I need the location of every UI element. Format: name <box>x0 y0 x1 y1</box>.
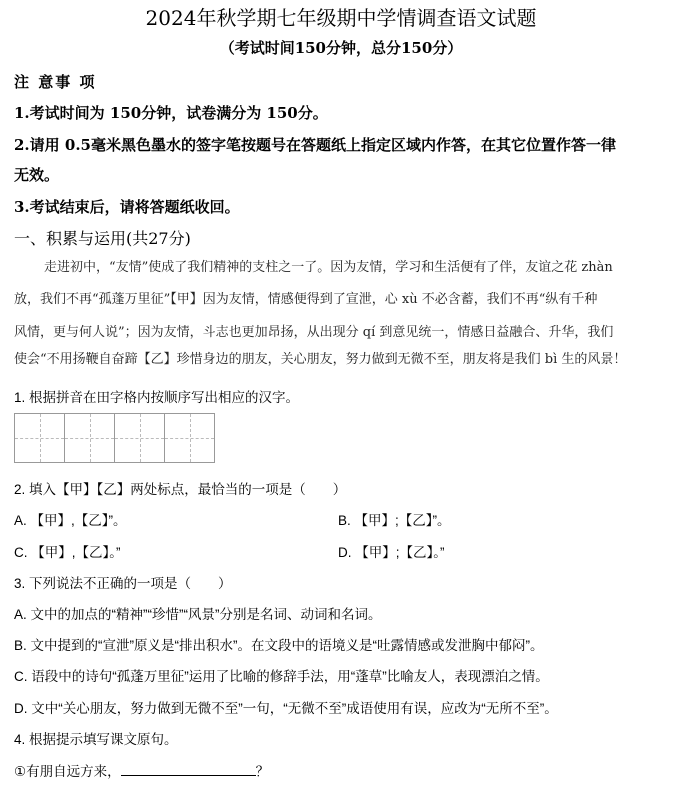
notice-item: 1.考试时间为 150分钟，试卷满分为 150分。 <box>14 104 328 122</box>
q4-item-1 <box>14 760 269 780</box>
q2-option-c[interactable]: C. 【甲】,【乙】。” <box>14 545 121 560</box>
section-title: 一、积累与运用(共27分) <box>14 229 191 248</box>
passage-line: 风情，更与何人说”；因为友情，斗志也更加昂扬，从出现分 qí 到意见统一，情感日益融合、升华，我们 <box>14 325 614 340</box>
tianzige-cell[interactable] <box>15 413 65 463</box>
tianzige-cell[interactable] <box>115 413 165 463</box>
notice-heading: 注 意事 项 <box>14 73 97 91</box>
q3-option-a[interactable]: A. 文中的加点的“精神”“珍惜”“风景”分别是名词、动词和名词。 <box>14 607 382 622</box>
exam-title: 2024年秋学期七年级期中学情调查语文试题 <box>145 6 537 30</box>
q4-item-1-suffix: ？ <box>255 764 270 779</box>
notice-item: 2.请用 0.5毫米黑色墨水的签字笔按题号在答题纸上指定区域内作答，在其它位置作答一律 <box>14 136 616 154</box>
q3-option-b[interactable]: B. 文中提到的“宣泄”原义是“排出积水”。在文段中的语境义是“吐露情感或发泄胸中郁闷”。 <box>14 638 544 653</box>
exam-subtitle: （考试时间150分钟，总分150分） <box>219 39 463 57</box>
tianzige-grid[interactable] <box>14 413 215 463</box>
q2-option-d[interactable]: D. 【甲】;【乙】。” <box>338 545 445 560</box>
passage-line: 使会“不用扬鞭自奋蹄【乙】珍惜身边的朋友，关心朋友，努力做到无微不至，朋友将是我们 bì 生的风景！ <box>14 352 627 367</box>
question-1: 1. 根据拼音在田字格内按顺序写出相应的汉字。 <box>14 390 300 405</box>
question-2: 2. 填入【甲】【乙】两处标点，最恰当的一项是（ ） <box>14 482 347 497</box>
question-3: 3. 下列说法不正确的一项是（ ） <box>14 576 232 591</box>
passage-line: 走进初中，“友情”使成了我们精神的支柱之一了。因为友情，学习和生活便有了伴，友谊之花 zhàn <box>44 260 613 275</box>
notice-item: 3.考试结束后，请将答题纸收回。 <box>14 198 240 216</box>
q3-option-d[interactable]: D. 文中“关心朋友，努力做到无微不至”一句，“无微不至”成语使用有误，应改为“无所不至”。 <box>14 701 558 716</box>
answer-blank[interactable] <box>121 763 256 776</box>
passage-line: 放，我们不再“孤蓬万里征”【甲】因为友情，情感便得到了宣泄，心 xù 不必含蓄，我们不再“纵有千种 <box>14 292 598 307</box>
question-4: 4. 根据提示填写课文原句。 <box>14 732 178 747</box>
notice-item: 无效。 <box>14 166 60 184</box>
tianzige-cell[interactable] <box>65 413 115 463</box>
tianzige-cell[interactable] <box>165 413 215 463</box>
q3-option-c[interactable]: C. 语段中的诗句“孤蓬万里征”运用了比喻的修辞手法，用“蓬草”比喻友人，表现漂泊之情。 <box>14 669 549 684</box>
q2-option-a[interactable]: A. 【甲】,【乙】”。 <box>14 513 127 528</box>
q2-option-b[interactable]: B. 【甲】;【乙】”。 <box>338 513 451 528</box>
q4-item-1-prefix: ①有朋自远方来， <box>14 764 121 779</box>
